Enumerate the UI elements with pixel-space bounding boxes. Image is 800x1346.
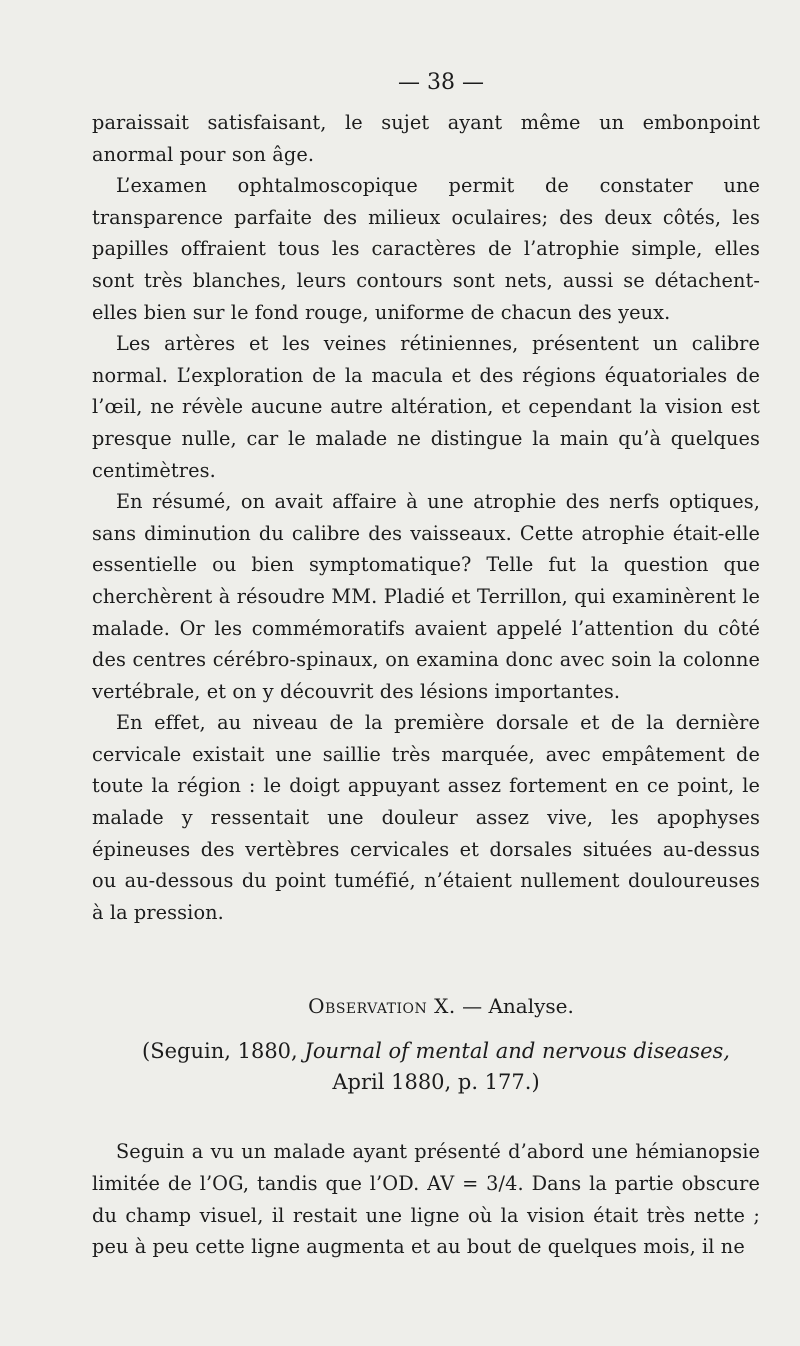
observation-label: Observation X. — [308, 994, 456, 1019]
citation-journal: Journal of mental and nervous diseases, — [304, 1039, 730, 1064]
paragraph: Les artères et les veines rétiniennes, présentent un calibre normal. L’exploration de la macula et des régions équatoriales de l’œil, ne révèle aucune autre altération, et cependant la vision est presque nulle, car le malade ne distingue la main qu’à quelques centimètres. — [92, 332, 760, 482]
observation-subtitle: — Analyse. — [455, 994, 574, 1019]
page-number: — 38 — — [398, 70, 484, 95]
paragraph: En résumé, on avait affaire à une atrophie des nerfs optiques, sans diminution du calibre des vaisseaux. Cette atrophie était-elle essentielle ou bien symptomatique? Telle fut la question que cherchèrent à résoudre MM. Pladié et Terrillon, qui examinèrent le malade. Or les commémoratifs avaient appelé l’attention du côté des centres cérébro-spinaux, on examina donc avec soin la colonne vertébrale, et on y découvrit des lésions importantes. — [92, 490, 760, 703]
paragraph: Seguin a vu un malade ayant présenté d’abord une hémianopsie limitée de l’OG, tandis que l’OD. AV = 3/4. Dans la partie obscure du champ visuel, il restait une ligne où la vision était très nette ; peu à peu cette ligne augmenta et au bout de quelques mois, il ne — [92, 1140, 760, 1259]
observation-heading — [92, 994, 760, 1018]
source-citation — [92, 1036, 760, 1098]
paragraph: En effet, au niveau de la première dorsale et de la dernière cervicale existait une saillie très marquée, avec empâtement de toute la région : le doigt appuyant assez fortement en ce point, le malade y ressentait une douleur assez vive, les apophyses épineuses des vertèbres cervicales et dorsales situées au-dessus ou au-dessous du point tuméfié, n’étaient nullement douloureuses à la pression. — [92, 711, 760, 924]
paragraph: paraissait satisfaisant, le sujet ayant même un embonpoint anormal pour son âge. — [92, 111, 760, 166]
citation-date: April 1880, p. 177.) — [332, 1070, 540, 1095]
citation-author: (Seguin, 1880, — [142, 1039, 305, 1064]
paragraph: L’examen ophtalmoscopique permit de constater une transparence parfaite des milieux oculaires; des deux côtés, les papilles offraient tous les caractères de l’atrophie simple, elles sont très blanches, leurs contours sont nets, aussi se détachent-elles bien sur le fond rouge, uniforme de chacun des yeux. — [92, 174, 760, 324]
